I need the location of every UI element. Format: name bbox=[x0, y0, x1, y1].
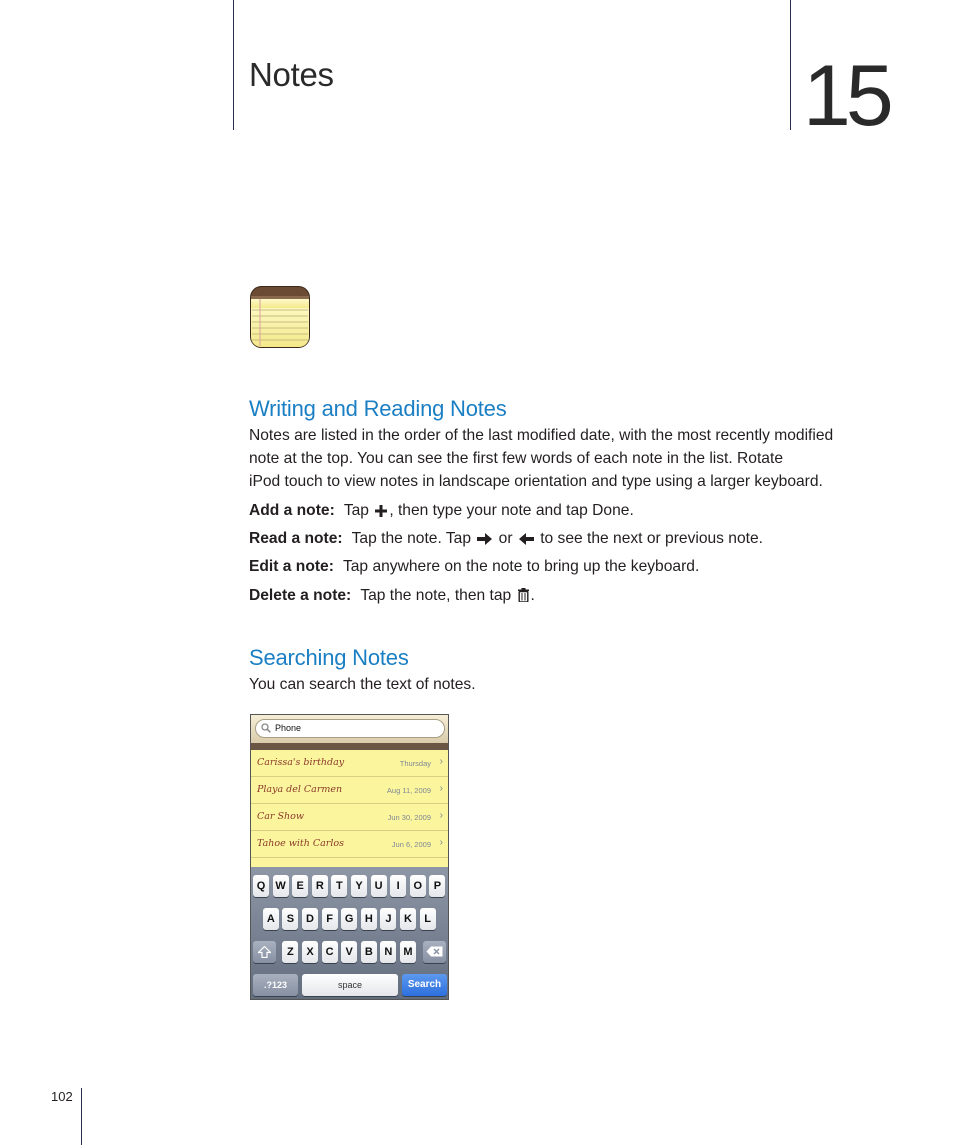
page-number: 102 bbox=[51, 1089, 73, 1104]
key-e[interactable]: E bbox=[292, 875, 308, 897]
key-i[interactable]: I bbox=[390, 875, 406, 897]
step-text: Tap bbox=[343, 502, 374, 519]
key-l[interactable]: L bbox=[420, 908, 436, 930]
step-text: to see the next or previous note. bbox=[535, 530, 763, 547]
note-date: Aug 11, 2009 bbox=[386, 786, 431, 795]
step-text: , then type your note and tap Done. bbox=[389, 502, 634, 519]
step-text: Tap anywhere on the note to bring up the keyboard. bbox=[342, 558, 700, 575]
key-g[interactable]: G bbox=[341, 908, 357, 930]
step-text: or bbox=[494, 530, 517, 547]
step-label: Delete a note: bbox=[249, 587, 352, 604]
search-key[interactable]: Search bbox=[402, 974, 447, 996]
note-title: Playa del Carmen bbox=[257, 784, 343, 795]
key-d[interactable]: D bbox=[302, 908, 318, 930]
key-x[interactable]: X bbox=[302, 941, 318, 963]
key-j[interactable]: J bbox=[380, 908, 396, 930]
section-heading-writing: Writing and Reading Notes bbox=[249, 396, 507, 421]
note-title: Tahoe with Carlos bbox=[257, 838, 344, 849]
key-v[interactable]: V bbox=[341, 941, 357, 963]
key-s[interactable]: S bbox=[282, 908, 298, 930]
list-item[interactable] bbox=[251, 804, 448, 831]
section-heading-searching: Searching Notes bbox=[249, 645, 409, 670]
step-label: Edit a note: bbox=[249, 558, 334, 575]
trash-icon bbox=[518, 588, 529, 602]
key-m[interactable]: M bbox=[400, 941, 416, 963]
key-a[interactable]: A bbox=[263, 908, 279, 930]
space-key[interactable]: space bbox=[302, 974, 398, 996]
key-w[interactable]: W bbox=[273, 875, 289, 897]
list-item[interactable] bbox=[251, 831, 448, 858]
step-delete-note bbox=[249, 585, 535, 607]
shift-key[interactable] bbox=[253, 941, 276, 963]
key-y[interactable]: Y bbox=[351, 875, 367, 897]
search-input[interactable] bbox=[255, 719, 445, 738]
paragraph-line: iPod touch to view notes in landscape orientation and type using a larger keyboard. bbox=[249, 473, 823, 490]
key-c[interactable]: C bbox=[322, 941, 338, 963]
key-k[interactable]: K bbox=[400, 908, 416, 930]
note-date: Jun 30, 2009 bbox=[387, 813, 431, 822]
step-read-note bbox=[249, 528, 763, 550]
key-q[interactable]: Q bbox=[253, 875, 269, 897]
shift-icon bbox=[258, 946, 271, 958]
key-n[interactable]: N bbox=[380, 941, 396, 963]
delete-key-icon bbox=[426, 946, 443, 957]
chevron-right-icon: › bbox=[439, 756, 443, 767]
plus-icon bbox=[375, 505, 387, 517]
chapter-rule-left bbox=[233, 0, 234, 130]
search-icon bbox=[261, 723, 271, 733]
chapter-number: 15 bbox=[803, 48, 889, 144]
section1-paragraph bbox=[249, 424, 833, 493]
key-r[interactable]: R bbox=[312, 875, 328, 897]
chapter-title: Notes bbox=[249, 56, 334, 93]
list-item[interactable] bbox=[251, 750, 448, 777]
notes-app-icon bbox=[250, 286, 310, 348]
chevron-right-icon: › bbox=[439, 837, 443, 848]
step-text: Tap the note, then tap bbox=[360, 587, 516, 604]
step-text: Tap the note. Tap bbox=[351, 530, 476, 547]
chapter-rule-right bbox=[790, 0, 791, 130]
note-date: Thursday bbox=[399, 759, 431, 768]
paragraph-line: Notes are listed in the order of the last modified date, with the most recently modified bbox=[249, 427, 834, 444]
key-p[interactable]: P bbox=[429, 875, 445, 897]
key-t[interactable]: T bbox=[331, 875, 347, 897]
search-input-value: Phone bbox=[275, 723, 302, 733]
paragraph-line: note at the top. You can see the first few words of each note in the list. Rotate bbox=[249, 450, 783, 467]
footer-rule bbox=[81, 1088, 82, 1145]
step-text: . bbox=[530, 587, 535, 604]
key-u[interactable]: U bbox=[371, 875, 387, 897]
key-z[interactable]: Z bbox=[282, 941, 298, 963]
step-label: Add a note: bbox=[249, 502, 335, 519]
note-date: Jun 6, 2009 bbox=[391, 840, 431, 849]
arrow-left-icon bbox=[519, 533, 534, 545]
step-add-note bbox=[249, 500, 634, 522]
search-bar bbox=[251, 715, 448, 743]
step-edit-note bbox=[249, 556, 699, 578]
note-title: Car Show bbox=[257, 811, 304, 822]
notes-search-screenshot bbox=[250, 714, 449, 1000]
numbers-key[interactable]: .?123 bbox=[253, 974, 298, 996]
key-o[interactable]: O bbox=[410, 875, 426, 897]
list-item[interactable] bbox=[251, 777, 448, 804]
key-h[interactable]: H bbox=[361, 908, 377, 930]
leather-binding bbox=[251, 743, 448, 750]
chevron-right-icon: › bbox=[439, 783, 443, 794]
chevron-right-icon: › bbox=[439, 810, 443, 821]
note-title: Carissa's birthday bbox=[257, 757, 345, 768]
key-f[interactable]: F bbox=[322, 908, 338, 930]
delete-key[interactable] bbox=[423, 941, 446, 963]
notes-list bbox=[251, 750, 448, 867]
section2-paragraph: You can search the text of notes. bbox=[249, 676, 476, 693]
key-b[interactable]: B bbox=[361, 941, 377, 963]
arrow-right-icon bbox=[477, 533, 492, 545]
on-screen-keyboard bbox=[251, 867, 448, 999]
step-label: Read a note: bbox=[249, 530, 343, 547]
